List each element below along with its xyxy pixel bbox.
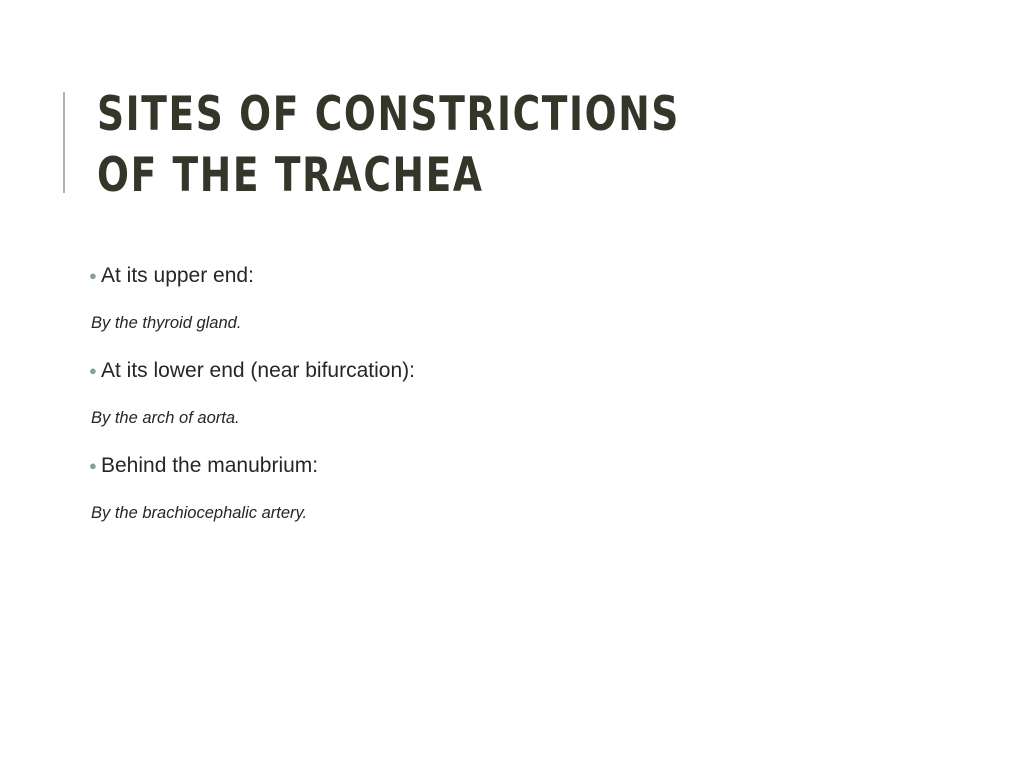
slide-title-line-2: OF THE TRACHEA — [97, 148, 484, 203]
bullet-detail-aorta: By the arch of aorta. — [91, 409, 240, 427]
bullet-item-lower-end — [88, 355, 968, 387]
bullet-detail-brachiocephalic: By the brachiocephalic artery. — [91, 504, 308, 522]
bullet-dot-icon: ● — [89, 363, 97, 378]
bullet-dot-icon: ● — [89, 458, 97, 473]
title-accent-rule — [63, 92, 65, 193]
bullet-text: At its lower end (near bifurcation): — [101, 359, 415, 382]
bullet-item-manubrium — [88, 450, 968, 482]
bullet-dot-icon: ● — [89, 268, 97, 283]
slide-body — [88, 260, 968, 525]
slide-title-line-1: SITES OF CONSTRICTIONS — [97, 87, 680, 142]
bullet-item-upper-end — [88, 260, 968, 292]
bullet-text: Behind the manubrium: — [101, 454, 319, 477]
slide-title — [97, 84, 801, 206]
bullet-text: At its upper end: — [101, 264, 254, 287]
bullet-detail-thyroid: By the thyroid gland. — [91, 314, 242, 332]
